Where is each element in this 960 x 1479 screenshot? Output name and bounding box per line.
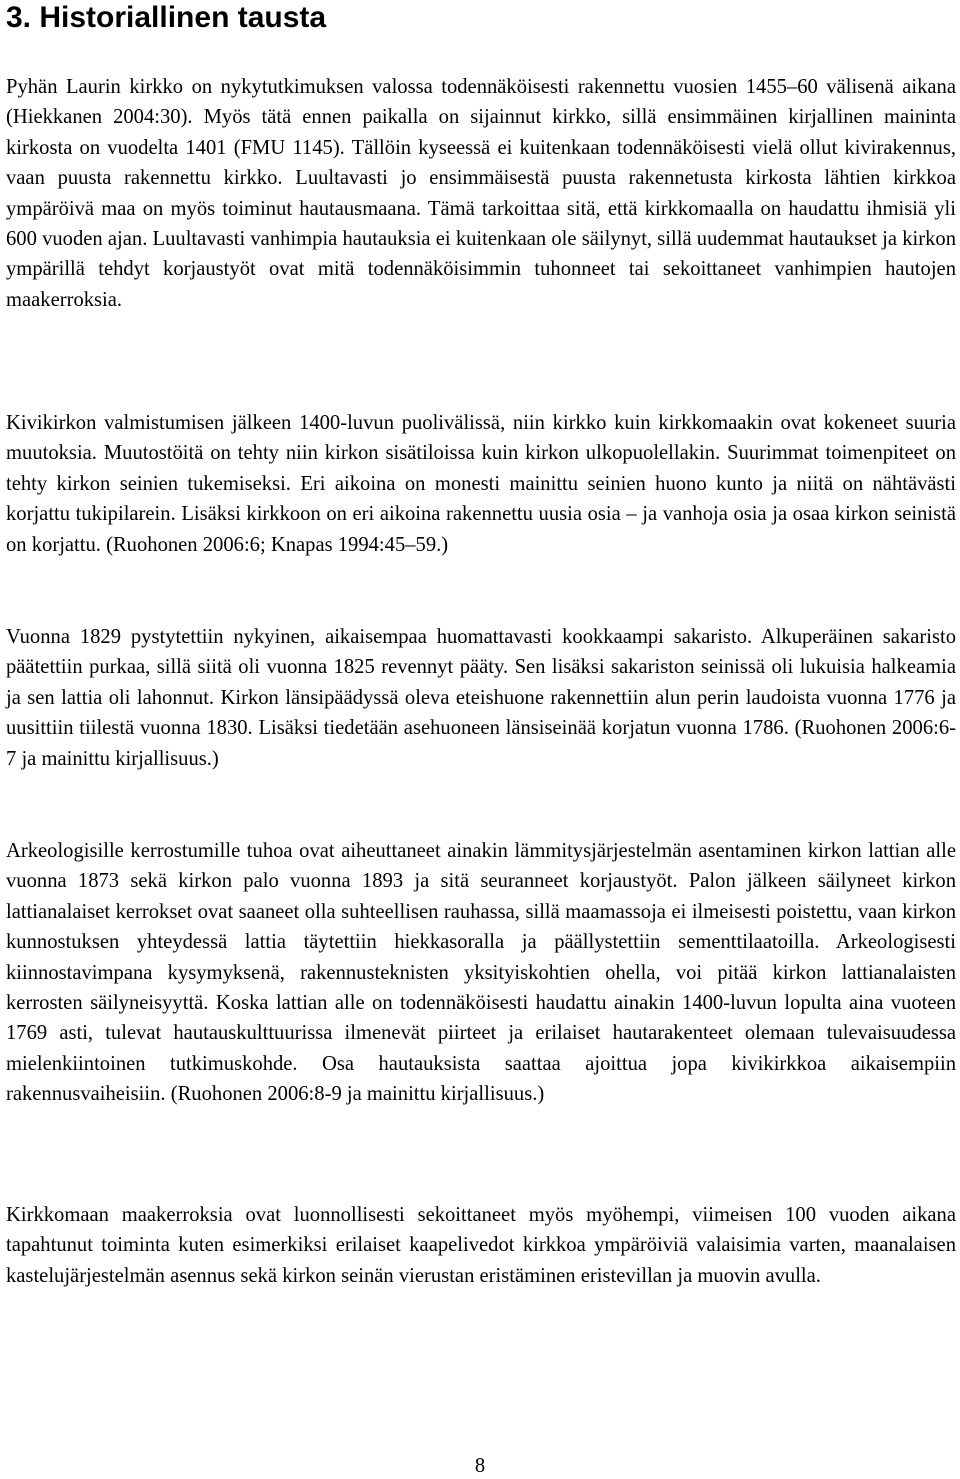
paragraph-3: Vuonna 1829 pystytettiin nykyinen, aikaisempaa huomattavasti kookkaampi sakaristo. Alkuperäinen sakaristo päätettiin purkaa, sillä siitä oli vuonna 1825 revennyt pääty. Sen lisäksi sakariston seinissä oli lukuisia halkeamia ja sen lattia oli lahonnut. Kirkon länsipäädyssä oleva eteishuone rakennettiin alun perin laudoista vuonna 1776 ja uusittiin tiilestä vuonna 1830. Lisäksi tiedetään asehuoneen länsiseinää korjatun vuonna 1786. (Ruohonen 2006:6-7 ja mainittu kirjallisuus.) <box>6 626 956 770</box>
paragraph-5: Kirkkomaan maakerroksia ovat luonnollisesti sekoittaneet myös myöhempi, viimeisen 100 vuoden aikana tapahtunut toiminta kuten esimerkiksi erilaiset kaapelivedot kirkkoa ympäröiviä valaisimia varten, maanalaisen kastelujärjestelmän asennus sekä kirkon seinän vierustan eristäminen eristevillan ja muovin avulla. <box>6 1204 956 1287</box>
page-number: 8 <box>474 1455 486 1477</box>
section-heading: 3. Historiallinen tausta <box>6 1 327 34</box>
paragraph-2: Kivikirkon valmistumisen jälkeen 1400-luvun puolivälissä, niin kirkko kuin kirkkomaakin ovat kokeneet suuria muutoksia. Muutostöitä on tehty niin kirkon sisätiloissa kuin kirkon ulkopuolellakin. Suurimmat toimenpiteet on tehty kirkon seinien tukemiseksi. Eri aikoina on monesti mainittu seinien huono kunto ja niitä on nähtävästi korjattu tukipilarein. Lisäksi kirkkoon on eri aikoina rakennettu uusia osia – ja vanhoja osia ja osaa kirkon seinistä on korjattu. (Ruohonen 2006:6; Knapas 1994:45–59.) <box>6 412 956 556</box>
paragraph-1: Pyhän Laurin kirkko on nykytutkimuksen valossa todennäköisesti rakennettu vuosien 1455–60 välisenä aikana (Hiekkanen 2004:30). Myös tätä ennen paikalla on sijainnut kirkko, sillä ensimmäinen kirjallinen maininta kirkosta on vuodelta 1401 (FMU 1145). Tällöin kyseessä ei kuitenkaan todennäköisesti vielä ollut kivirakennus, vaan puusta rakennettu kirkko. Luultavasti jo ensimmäisestä puusta rakennetusta kirkosta lähtien kirkkoa ympäröivä maa on myös toiminut hautausmaana. Tämä tarkoittaa sitä, että kirkkomaalla on haudattu ihmisiä yli 600 vuoden ajan. Luultavasti vanhimpia hautauksia ei kuitenkaan ole säilynyt, sillä uudemmat hautaukset ja kirkon ympärillä tehdyt korjaustyöt ovat mitä todennäköisimmin tuhonneet tai sekoittaneet vanhimpien hautojen maakerroksia. <box>6 76 956 311</box>
paragraph-4: Arkeologisille kerrostumille tuhoa ovat aiheuttaneet ainakin lämmitysjärjestelmän asentaminen kirkon lattian alle vuonna 1873 sekä kirkon palo vuonna 1893 ja sitä seuranneet korjaustyöt. Palon jälkeen säilyneet kirkon lattianalaiset kerrokset ovat saaneet olla suhteellisen rauhassa, sillä maamassoja ei ilmeisesti poistettu, vaan kirkon kunnostuksen yhteydessä lattia täytettiin hiekkasoralla ja päällystettiin sementtilaatoilla. Arkeologisesti kiinnostavimpana kysymyksenä, rakennusteknisten yksityiskohtien ohella, voi pitää kirkon lattianalaisten kerrosten säilyneisyyttä. Koska lattian alle on todennäköisesti haudattu ainakin 1400-luvun lopulta aina vuoteen 1769 asti, tulevat hautauskulttuurissa ilmenevät piirteet ja erilaiset hautarakenteet olemaan tulevaisuudessa mielenkiintoinen tutkimuskohde. Osa hautauksista saattaa ajoittua jopa kivikirkkoa aikaisempiin rakennusvaiheisiin. (Ruohonen 2006:8-9 ja mainittu kirjallisuus.) <box>6 840 956 1106</box>
